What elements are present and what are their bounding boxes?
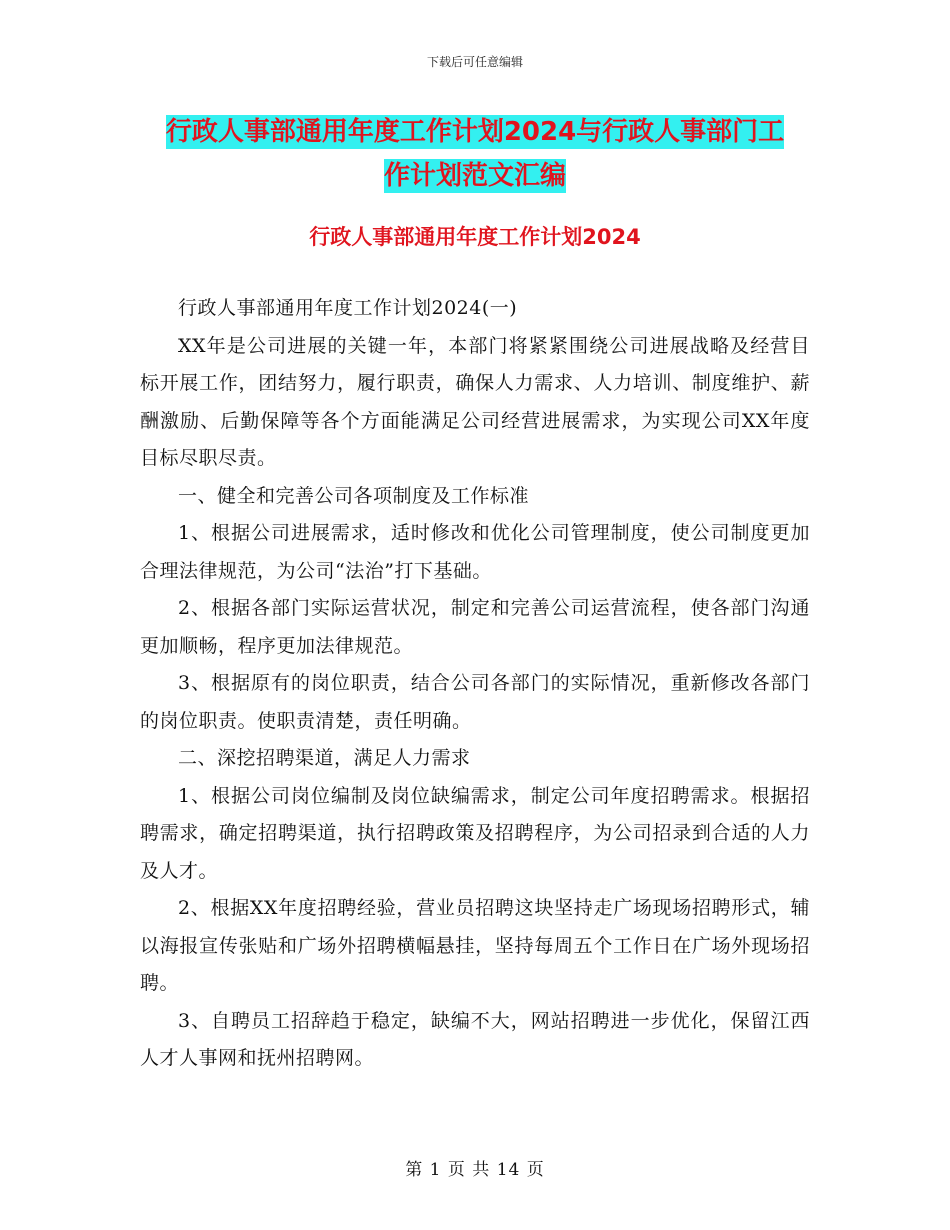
document-title [140,110,810,198]
paragraph: 1、根据公司岗位编制及岗位缺编需求，制定公司年度招聘需求。根据招聘需求，确定招聘渠道，执行招聘政策及招聘程序，为公司招录到合适的人力及人才。 [140,784,810,882]
paragraph: 2、根据XX年度招聘经验，营业员招聘这块坚持走广场现场招聘形式，辅以海报宣传张贴和广场外招聘横幅悬挂，坚持每周五个工作日在广场外现场招聘。 [140,897,810,994]
paragraph: 2、根据各部门实际运营状况，制定和完善公司运营流程，使各部门沟通更加顺畅，程序更加法律规范。 [140,597,810,657]
body-text [140,290,810,1078]
header-note: 下载后可任意编辑 [426,55,523,69]
section-title: 行政人事部通用年度工作计划2024 [309,225,641,249]
paragraph-subtitle: 行政人事部通用年度工作计划2024(一) [178,297,518,319]
paragraph: 3、根据原有的岗位职责，结合公司各部门的实际情况，重新修改各部门的岗位职责。使职责清楚，责任明确。 [140,672,810,732]
document-title-line-1: 行政人事部通用年度工作计划2024与行政人事部门工 [165,117,785,147]
page-footer: 第 1 页 共 14 页 [405,1160,545,1180]
paragraph: 1、根据公司进展需求，适时修改和优化公司管理制度，使公司制度更加合理法律规范，为公司“法治”打下基础。 [140,522,810,582]
paragraph-heading: 二、深挖招聘渠道，满足人力需求 [178,747,471,769]
document-title-line-2: 作计划范文汇编 [383,161,566,191]
paragraph: XX年是公司进展的关键一年，本部门将紧紧围绕公司进展战略及经营目标开展工作，团结努力，履行职责，确保人力需求、人力培训、制度维护、薪酬激励、后勤保障等各个方面能满足公司经营进展需求，为实现公司XX年度目标尽职尽责。 [140,334,810,469]
paragraph-heading: 一、健全和完善公司各项制度及工作标准 [178,484,530,507]
paragraph: 3、自聘员工招辞趋于稳定，缺编不大，网站招聘进一步优化，保留江西人才人事网和抚州招聘网。 [140,1009,810,1069]
